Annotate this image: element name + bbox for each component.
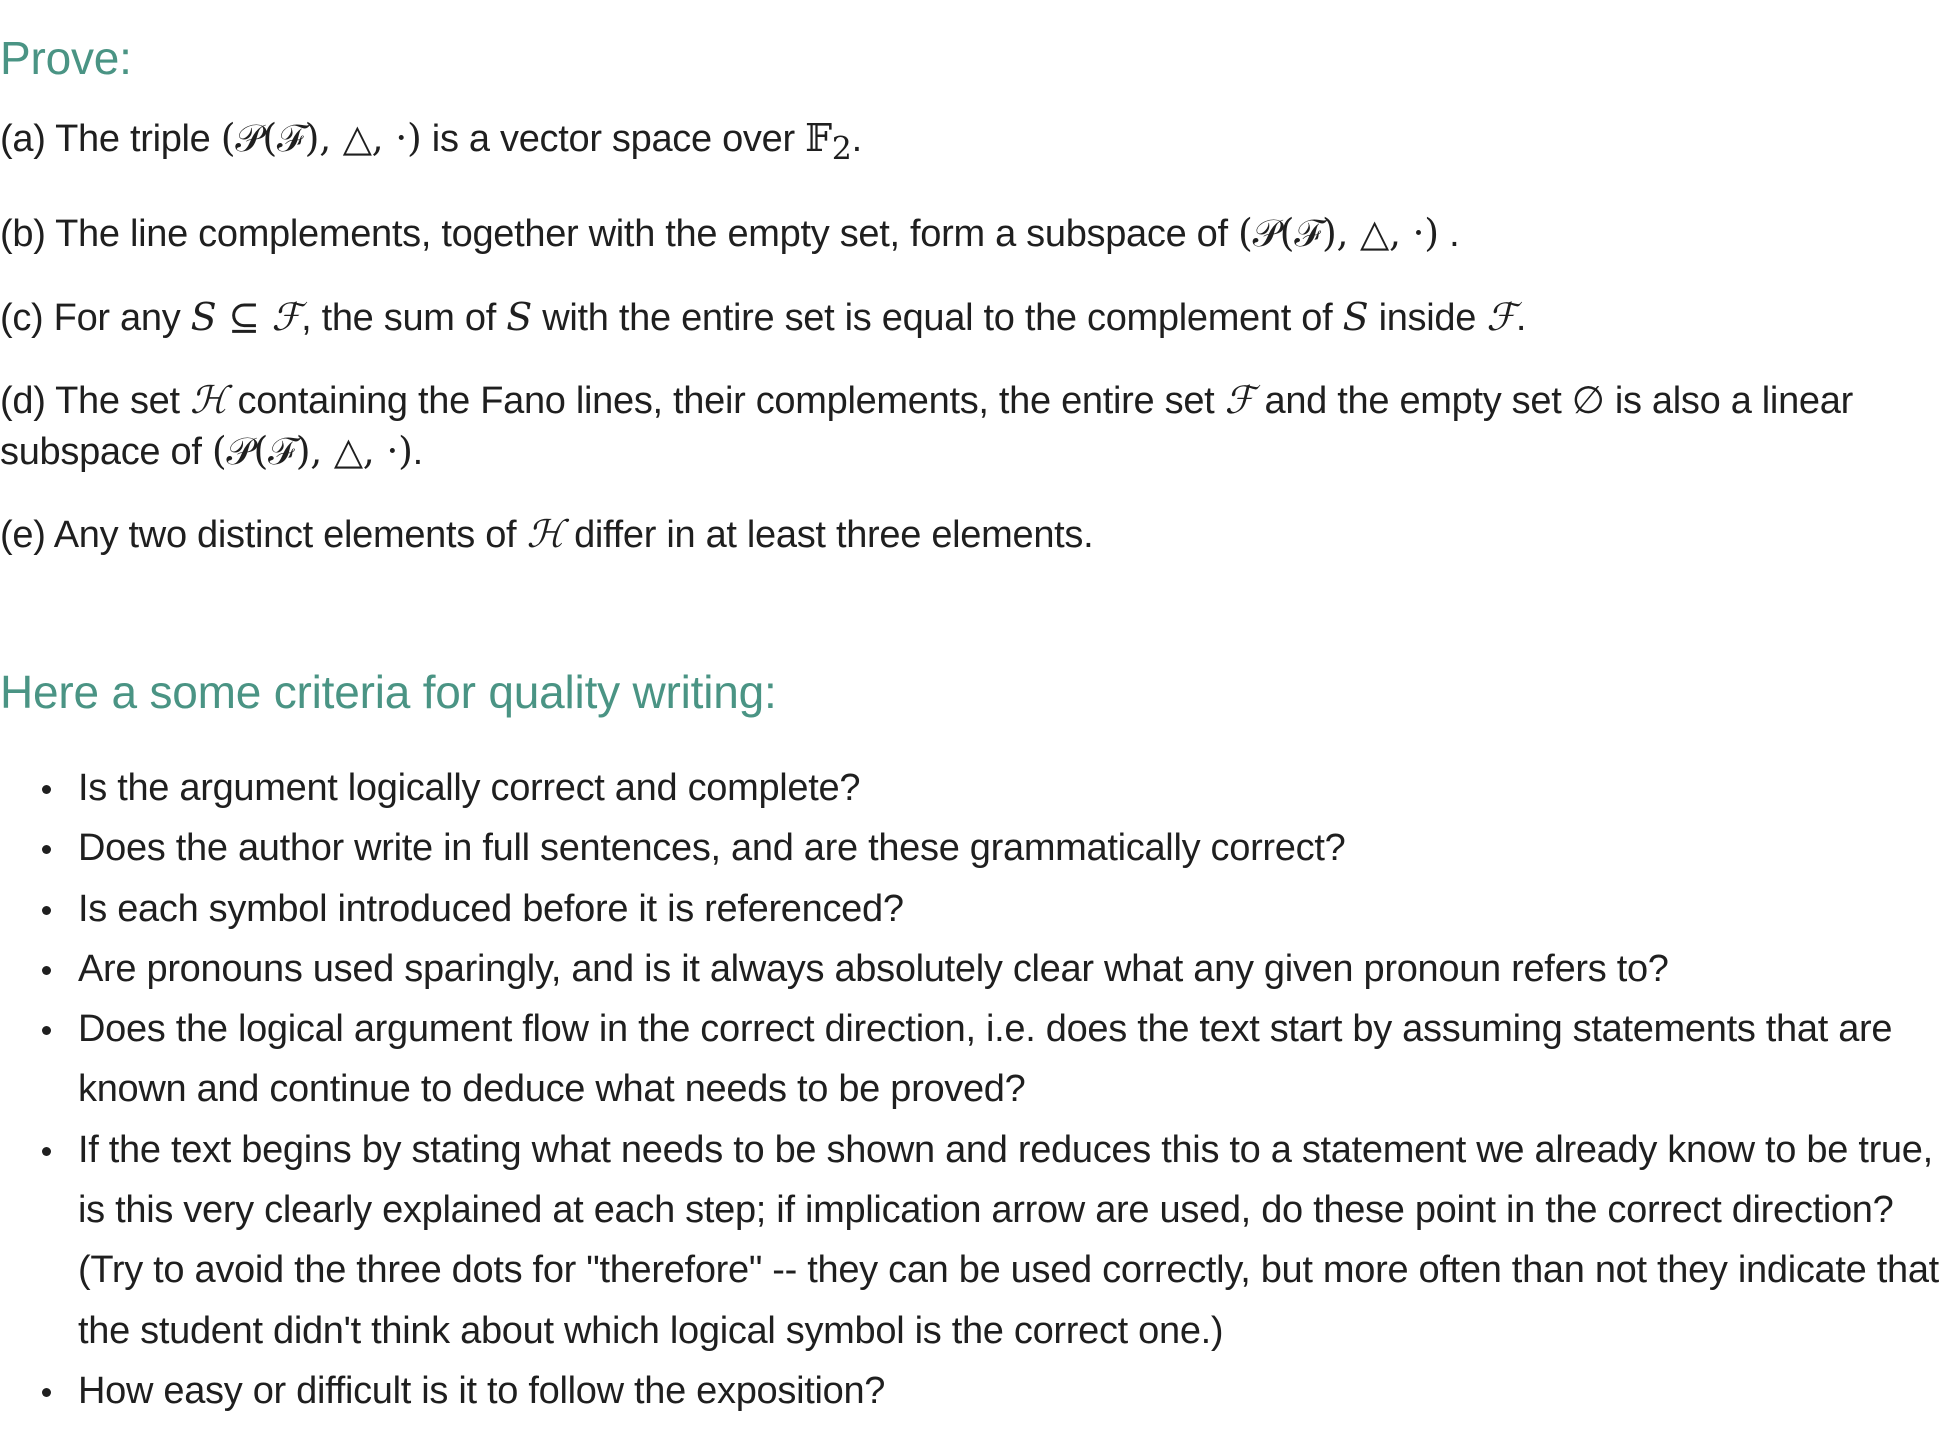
item-text: . (851, 118, 862, 160)
bullet-icon (42, 845, 51, 854)
item-text: is also a linear subspace of (0, 379, 1853, 473)
prove-item-b (0, 207, 1940, 260)
list-item-text: Does the logical argument flow in the correct direction, i.e. does the text start by assuming statements that are known and continue to deduce what needs to be proved? (78, 1008, 1893, 1111)
item-text: and the empty set (1254, 379, 1572, 422)
math-expression: S (1342, 294, 1369, 339)
list-item (0, 818, 1940, 878)
prove-item-a (0, 112, 1940, 176)
item-text: is a vector space over (421, 118, 806, 160)
item-text: inside (1368, 296, 1487, 339)
math-expression: (𝒫(ℱ), △, ·) (211, 428, 413, 473)
list-item (0, 939, 1940, 999)
math-expression: S ⊆ ℱ (190, 294, 302, 339)
bullet-icon (42, 1026, 51, 1035)
math-expression: S (506, 294, 532, 339)
criteria-list (0, 758, 1940, 1421)
math-expression: (𝒫(ℱ), △, ·) (1238, 210, 1439, 255)
bullet-icon (42, 906, 51, 915)
list-item-text: Is the argument logically correct and complete? (78, 767, 861, 809)
prove-item-d (0, 375, 1940, 477)
item-text: . (1515, 296, 1527, 339)
item-text: . (412, 430, 423, 473)
criteria-heading: Here a some criteria for quality writing: (0, 666, 777, 718)
list-item (0, 879, 1940, 939)
list-item (0, 758, 1940, 818)
bullet-icon (42, 785, 51, 794)
prove-items (0, 112, 1940, 592)
item-text: (d) The set (0, 379, 190, 422)
bullet-icon (42, 1388, 51, 1397)
list-item-text: If the text begins by stating what needs to be shown and reduces this to a statement we already know to be true, is this very clearly explained at each step; if implication arrow are used, do these point in the correct direction? (Try to avoid the three dots for "therefore" -- they can be used correctly, but more often than not they indicate that the student didn't think about which logical symbol is the correct one.) (78, 1128, 1939, 1352)
prove-item-e (0, 508, 1940, 561)
item-text: (c) For any (0, 296, 191, 339)
bullet-icon (42, 966, 51, 975)
math-expression: ℱ (1486, 294, 1516, 339)
math-subscript: 2 (831, 131, 852, 168)
list-item-text: How easy or difficult is it to follow the exposition? (78, 1369, 886, 1412)
math-expression: (𝒫(ℱ), △, ·) (220, 116, 422, 160)
item-text: (e) Any two distinct elements of (0, 513, 527, 556)
item-text: (b) The line complements, together with the empty set, form a subspace of (0, 212, 1239, 255)
math-expression: ℱ (1224, 377, 1255, 422)
list-item-text: Are pronouns used sparingly, and is it always absolutely clear what any given pronoun refers to? (78, 947, 1669, 990)
list-item (0, 1120, 1940, 1361)
math-expression: 𝔽 (805, 116, 832, 160)
math-expression: ∅ (1571, 377, 1605, 422)
prove-heading: Prove: (0, 32, 132, 84)
item-text: , the sum of (301, 296, 507, 339)
item-text: . (1438, 212, 1460, 255)
bullet-icon (42, 1147, 51, 1156)
math-expression: ℋ (190, 377, 228, 422)
list-item (0, 1361, 1940, 1421)
item-text: containing the Fano lines, their complements, the entire set (227, 379, 1225, 422)
prove-item-c (0, 291, 1940, 344)
item-text: with the entire set is equal to the complement of (532, 296, 1343, 339)
item-text: differ in at least three elements. (563, 513, 1094, 556)
list-item (0, 999, 1940, 1120)
list-item-text: Does the author write in full sentences, and are these grammatically correct? (78, 827, 1346, 870)
item-text: (a) The triple (0, 118, 221, 160)
list-item-text: Is each symbol introduced before it is referenced? (78, 887, 904, 930)
math-expression: ℋ (526, 511, 564, 556)
